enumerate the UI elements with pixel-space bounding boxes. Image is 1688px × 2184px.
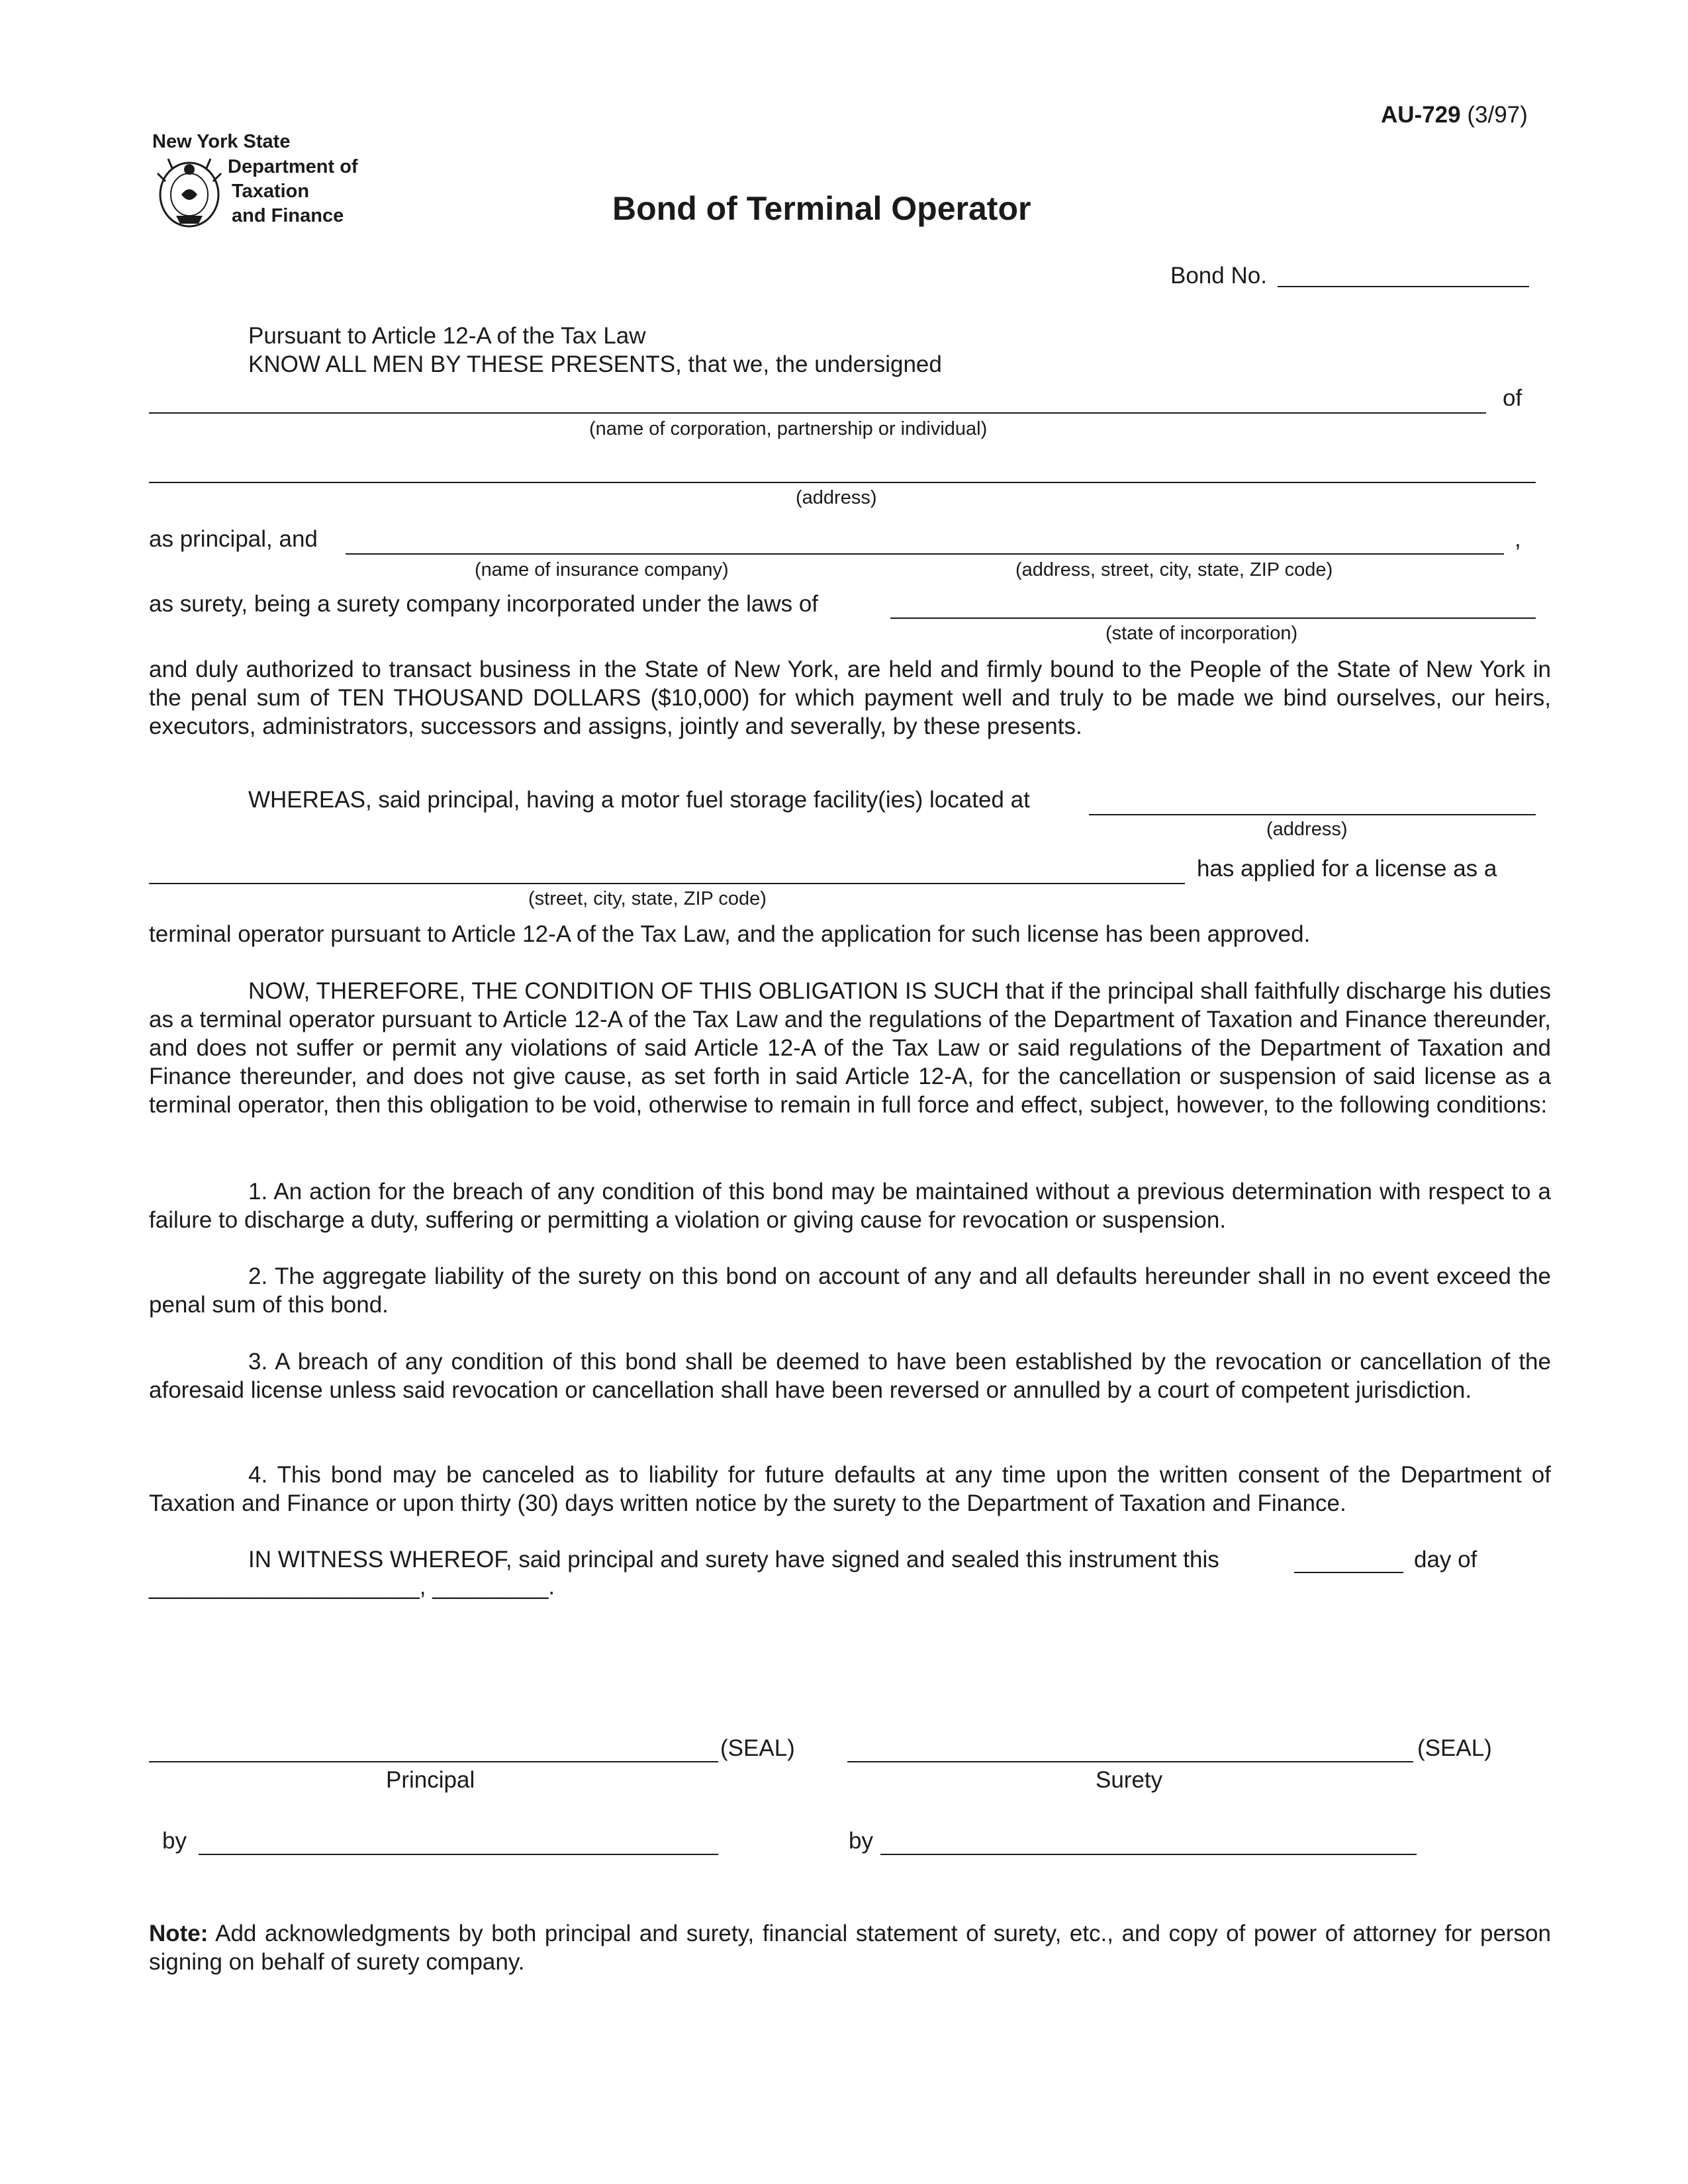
- insurance-company-caption: (name of insurance company): [475, 559, 729, 580]
- principal-address-caption: (address): [796, 487, 877, 508]
- principal-name-caption: (name of corporation, partnership or individual): [589, 418, 988, 439]
- witness-day-field[interactable]: [1294, 1572, 1403, 1573]
- principal-name-field[interactable]: [149, 412, 1486, 414]
- agency-name-line4: and Finance: [232, 205, 344, 226]
- principal-caption: Principal: [386, 1767, 475, 1793]
- principal-address-field[interactable]: [149, 482, 1536, 483]
- note-label: Note:: [149, 1921, 209, 1946]
- has-applied-text: has applied for a license as a: [1197, 856, 1497, 882]
- as-principal-label: as principal, and: [149, 526, 318, 552]
- day-of-label: day of: [1414, 1547, 1477, 1572]
- surety-caption: Surety: [1096, 1767, 1163, 1793]
- facility-street-caption: (street, city, state, ZIP code): [528, 888, 767, 909]
- agency-name-line2: Department of: [228, 156, 358, 177]
- agency-name-line3: Taxation: [232, 181, 310, 202]
- principal-seal-label: (SEAL): [720, 1735, 795, 1761]
- agency-name-line1: New York State: [152, 131, 291, 152]
- whereas-text: WHEREAS, said principal, having a motor fuel storage facility(ies) located at: [248, 787, 1030, 813]
- state-seal-logo: [152, 155, 226, 233]
- surety-by-field[interactable]: [880, 1854, 1417, 1855]
- condition-3: 3. A breach of any condition of this bond shall be deemed to have been established by the revocation or cancellation of the aforesaid license unless said revocation or cancellation shall have been reversed or annulled by a court of competent jurisdiction.: [149, 1349, 1551, 1403]
- principal-by-label: by: [162, 1828, 187, 1854]
- surety-signature-field[interactable]: [847, 1761, 1413, 1762]
- facility-street-field[interactable]: [149, 883, 1185, 884]
- form-code: AU-729 (3/97): [1381, 102, 1528, 128]
- bond-number-label: Bond No.: [1170, 263, 1267, 289]
- terminal-operator-text: terminal operator pursuant to Article 12-A of the Tax Law, and the application for such license has been approved.: [149, 921, 1311, 947]
- condition-4: 4. This bond may be canceled as to liability for future defaults at any time upon the written consent of the Department of Taxation and Finance or upon thirty (30) days written notice by the surety to the Department of Taxation and Finance.: [149, 1462, 1551, 1516]
- facility-address-field[interactable]: [1089, 814, 1536, 815]
- now-therefore-paragraph: NOW, THEREFORE, THE CONDITION OF THIS OBLIGATION IS SUCH that if the principal shall faithfully discharge his duties as a terminal operator pursuant to Article 12-A of the Tax Law and the regulations of the Department of Taxation and Finance thereunder, and does not suffer or permit any violations of said Article 12-A of the Tax Law or said regulations of the Department of Taxation and Finance thereunder, and does not give cause, as set forth in said Article 12-A, for the cancellation or suspension of said license as a terminal operator, then this obligation to be void, otherwise to remain in full force and effect, subject, however, to the following conditions:: [149, 978, 1551, 1118]
- principal-signature-field[interactable]: [149, 1761, 718, 1762]
- state-of-incorporation-caption: (state of incorporation): [1105, 623, 1298, 644]
- insurance-company-field[interactable]: [346, 553, 1504, 555]
- intro-line-2: KNOW ALL MEN BY THESE PRESENTS, that we, the undersigned: [248, 351, 942, 377]
- bond-number-field[interactable]: [1278, 286, 1529, 287]
- form-title: Bond of Terminal Operator: [612, 190, 1031, 227]
- state-of-incorporation-field[interactable]: [890, 617, 1536, 619]
- surety-by-label: by: [849, 1828, 873, 1854]
- note-paragraph: [149, 1919, 1551, 1976]
- principal-by-field[interactable]: [199, 1854, 718, 1855]
- comma-label: ,: [1515, 526, 1521, 552]
- witness-date-line[interactable]: _____________________, _________.: [149, 1574, 555, 1600]
- authorized-paragraph: and duly authorized to transact business in the State of New York, are held and firmly bound to the People of the State of New York in the penal sum of TEN THOUSAND DOLLARS ($10,000) for which payment well and truly to be made we bind ourselves, our heirs, executors, administrators, successors and assigns, jointly and severally, by these presents.: [149, 657, 1551, 739]
- condition-1: 1. An action for the breach of any condition of this bond may be maintained without a previous determination with respect to a failure to discharge a duty, suffering or permitting a violation or giving cause for revocation or suspension.: [149, 1179, 1551, 1233]
- of-label: of: [1503, 385, 1523, 411]
- surety-address-caption: (address, street, city, state, ZIP code): [1015, 559, 1333, 580]
- condition-2: 2. The aggregate liability of the surety on this bond on account of any and all defaults hereunder shall in no event exceed the penal sum of this bond.: [149, 1263, 1551, 1318]
- as-surety-label: as surety, being a surety company incorporated under the laws of: [149, 591, 819, 617]
- surety-seal-label: (SEAL): [1417, 1735, 1492, 1761]
- witness-text: IN WITNESS WHEREOF, said principal and surety have signed and sealed this instrument this: [248, 1547, 1219, 1572]
- facility-address-caption: (address): [1266, 819, 1348, 840]
- intro-line-1: Pursuant to Article 12-A of the Tax Law: [248, 323, 646, 349]
- note-text: Add acknowledgments by both principal and surety, financial statement of surety, etc., and copy of power of attorney for person signing on behalf of surety company.: [149, 1921, 1551, 1975]
